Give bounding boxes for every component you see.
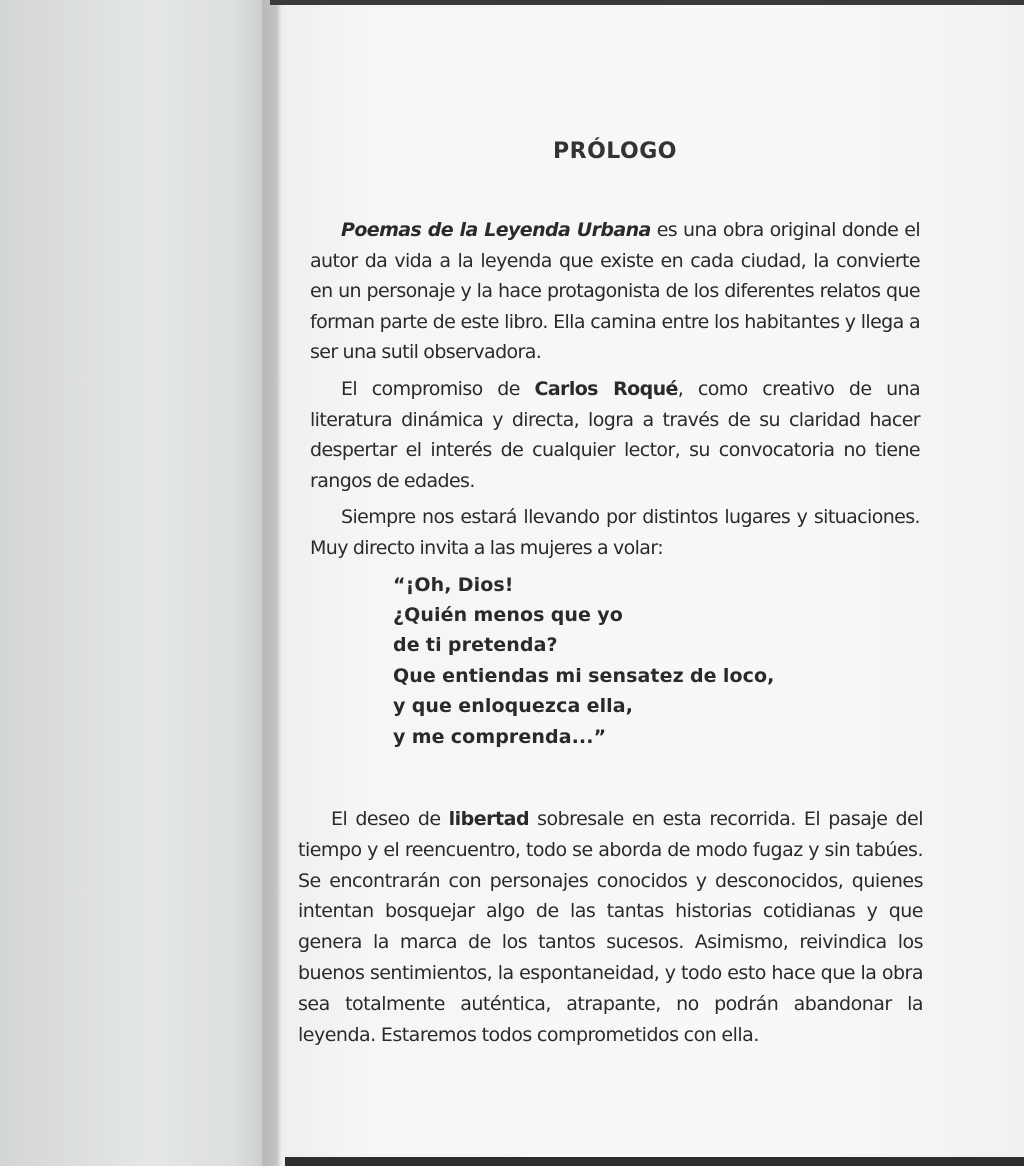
author-name: Carlos Roqué bbox=[534, 377, 678, 400]
bottom-page-edge bbox=[285, 1157, 1024, 1166]
keyword-libertad: libertad bbox=[448, 808, 530, 830]
paragraph-1-text: es una obra original donde el autor da vida a la leyenda que existe en cada ciudad, la convierte en un personaje y la hace protagonista de los diferentes relatos que forman parte de este libro. Ella camina entre los habitantes y llega a ser una sutil observadora. bbox=[310, 219, 921, 364]
poem-line: de ti pretenda? bbox=[393, 634, 558, 657]
poem-line: ¿Quién menos que yo bbox=[393, 603, 623, 626]
poem-line: Que entiendas mi sensatez de loco, bbox=[393, 664, 775, 687]
poem-quote bbox=[393, 570, 920, 752]
paragraph-2-after: , como creativo de una literatura dinámica y directa, logra a través de su claridad hacer despertar el interés de cualquier lector, su convocatoria no tiene rangos de edades. bbox=[310, 377, 920, 492]
poem-line: “¡Oh, Dios! bbox=[393, 573, 514, 596]
book-title: Poemas de la Leyenda Urbana bbox=[341, 219, 651, 241]
paragraph-3 bbox=[310, 502, 920, 563]
page-title: PRÓLOGO bbox=[553, 139, 677, 164]
prologue-content bbox=[310, 137, 920, 778]
paragraph-1 bbox=[310, 215, 920, 368]
paragraph-2-before: El compromiso de bbox=[341, 377, 535, 400]
poem-line: y que enloquezca ella, bbox=[393, 695, 634, 718]
paragraph-2 bbox=[310, 374, 920, 496]
paragraph-3-text: Siempre nos estará llevando por distintos lugares y situaciones. Muy directo invita a las mujeres a volar: bbox=[310, 506, 920, 559]
paragraph-4 bbox=[298, 804, 923, 1050]
left-page bbox=[0, 0, 275, 1166]
paragraph-4-before: El deseo de bbox=[331, 808, 449, 830]
paragraph-4-after: sobresale en esta recorrida. El pasaje del tiempo y el reencuentro, todo se aborda de modo fugaz y sin tabúes. Se encontrarán con personajes conocidos y desconocidos, quienes intentan bosquejar algo de las tantas historias cotidianas y que genera la marca de los tantos sucesos. Asimismo, reivindica los buenos sentimientos, la espontaneidad, y todo esto hace que la obra sea totalmente auténtica, atrapante, no podrán abandonar la leyenda. Estaremos todos comprometidos con ella. bbox=[298, 808, 923, 1046]
poem-line: y me comprenda...” bbox=[393, 725, 607, 748]
right-page bbox=[283, 5, 1024, 1157]
